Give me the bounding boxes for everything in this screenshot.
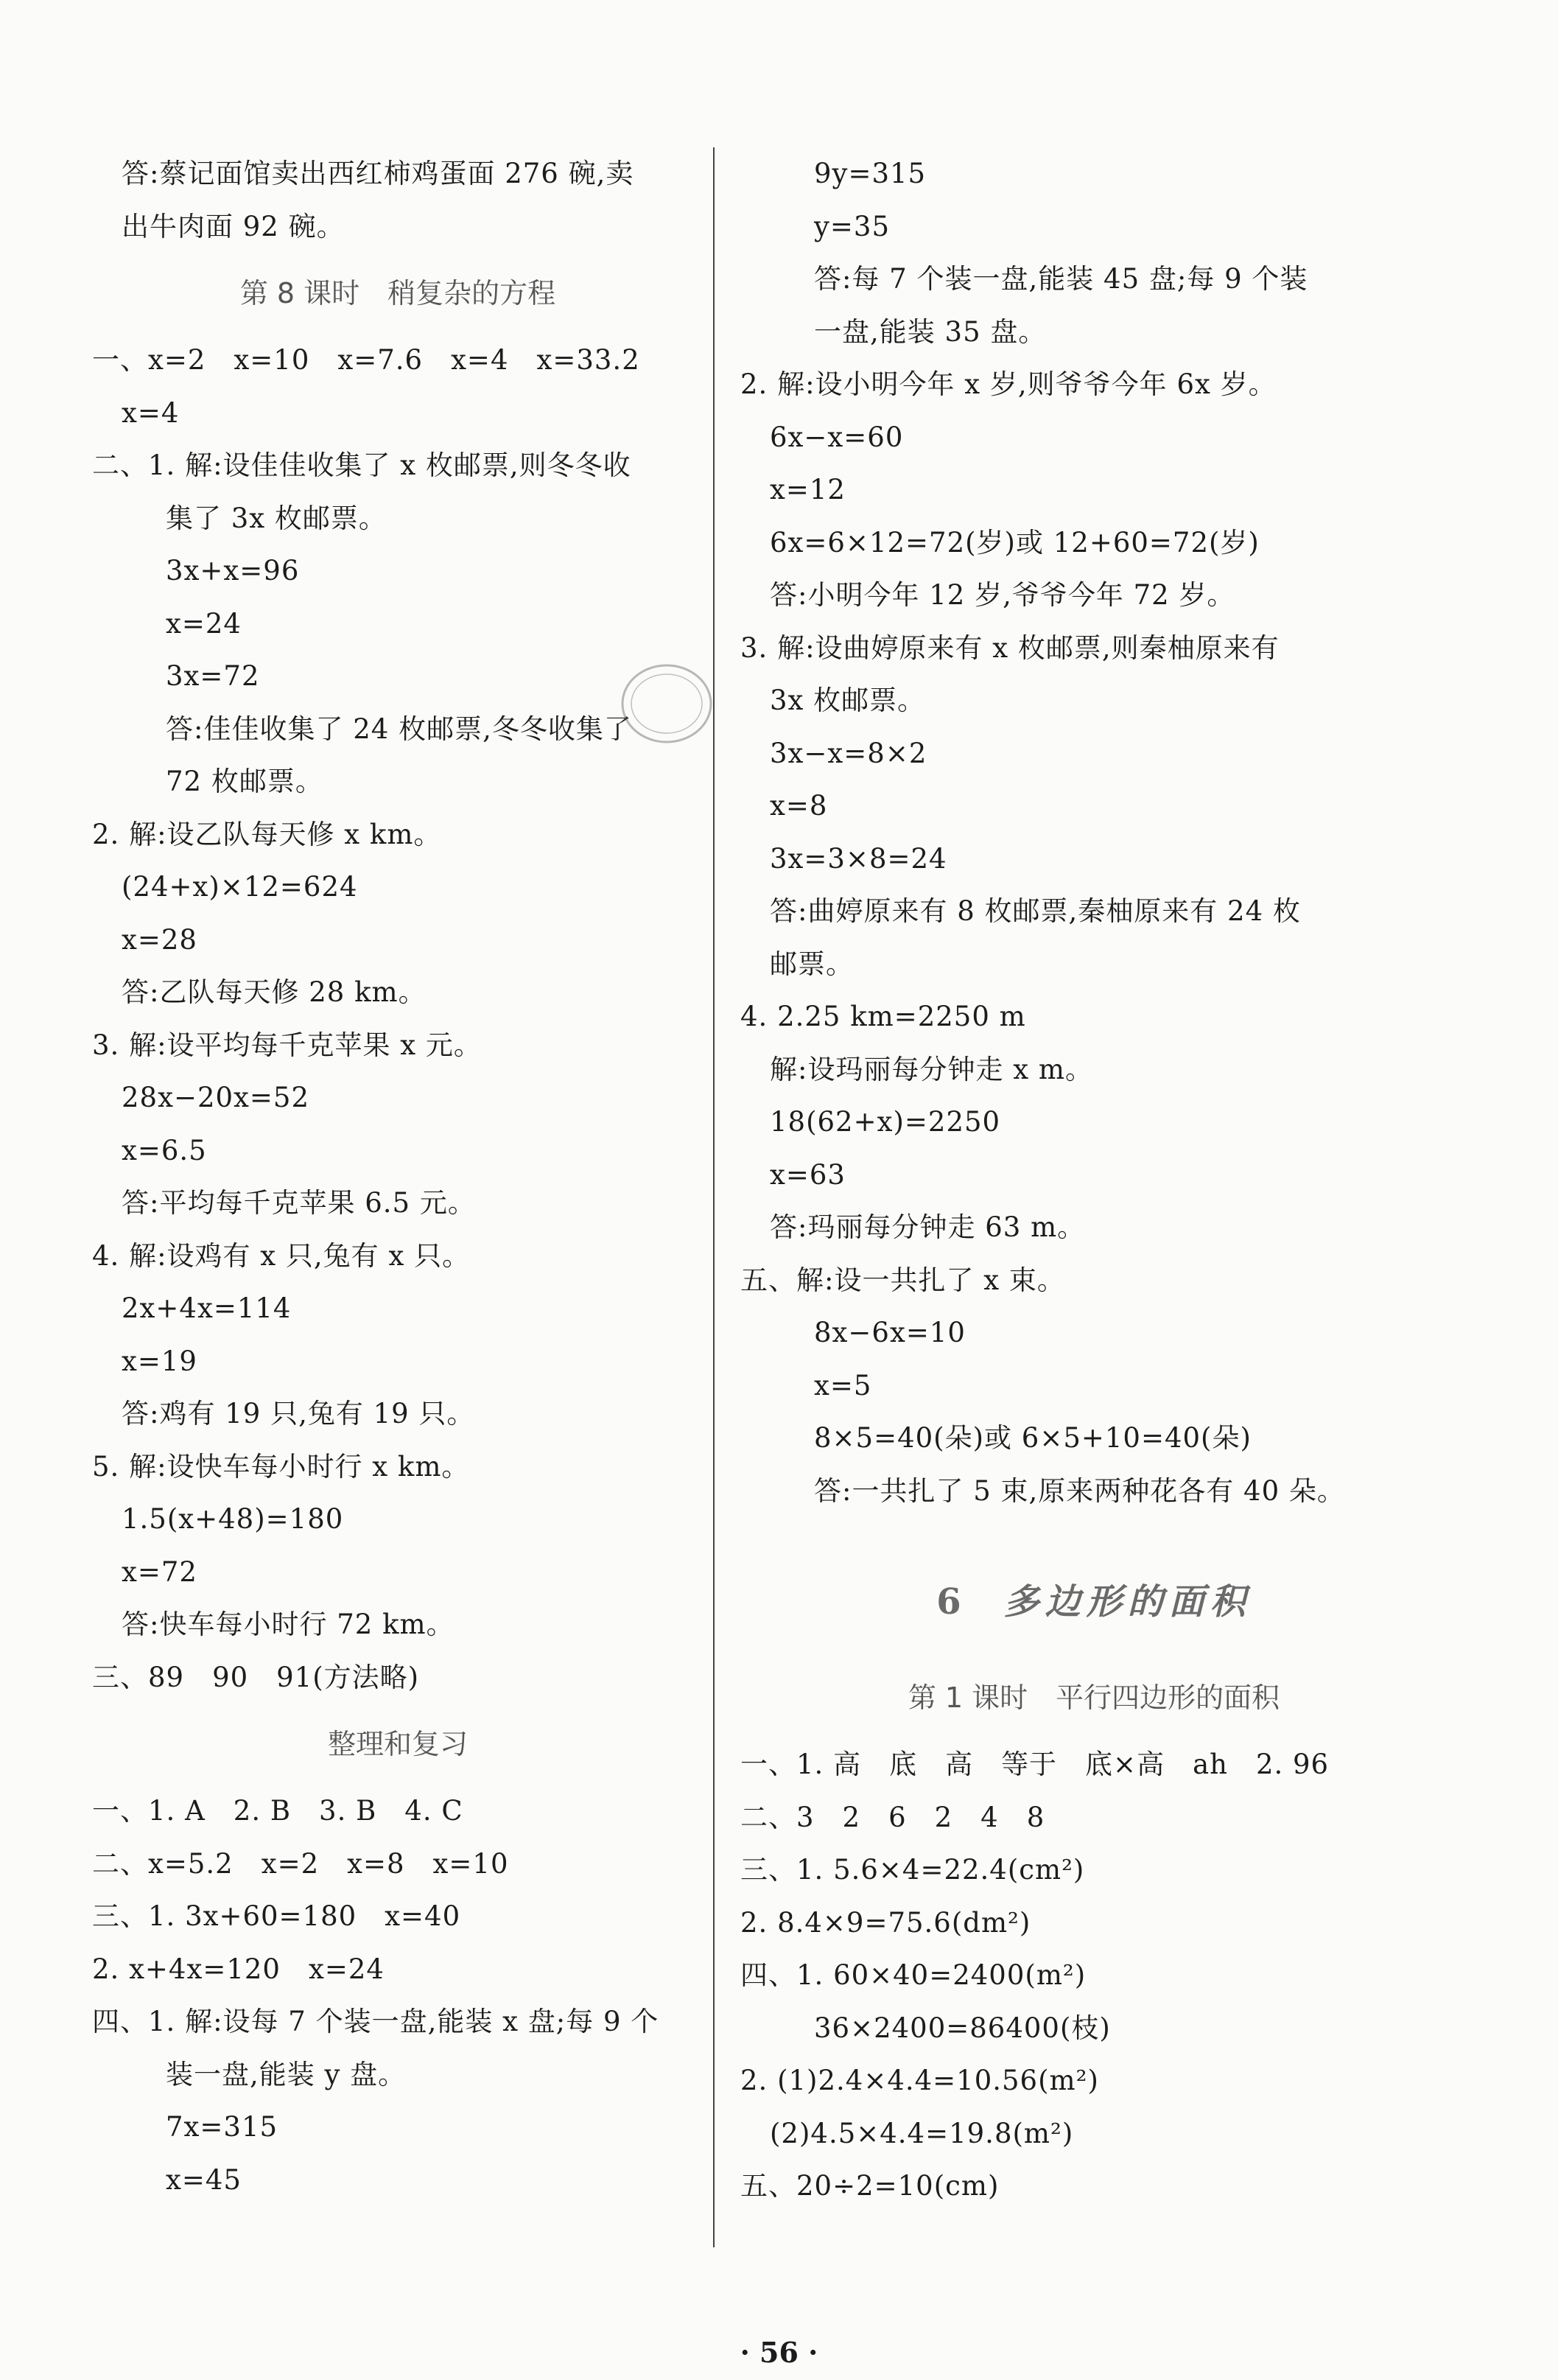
- answer-line: x=6.5: [122, 1134, 207, 1166]
- answer-line: 3. 解:设曲婷原来有 x 枚邮票,则秦柚原来有: [740, 631, 1280, 664]
- answer-line: 邮票。: [770, 948, 854, 980]
- answer-line: 5. 解:设快车每小时行 x km。: [92, 1450, 470, 1483]
- answer-line: 答:曲婷原来有 8 枚邮票,秦柚原来有 24 枚: [770, 895, 1301, 927]
- answer-line: 答:乙队每天修 28 km。: [122, 976, 427, 1008]
- answer-line: 7x=315: [166, 2111, 278, 2143]
- answer-line: 2. (1)2.4×4.4=10.56(m²): [740, 2065, 1099, 2096]
- answer-line: 答:每 7 个装一盘,能装 45 盘;每 9 个装: [814, 263, 1308, 295]
- answer-line: 装一盘,能装 y 盘。: [166, 2058, 407, 2090]
- answer-line: 三、1. 5.6×4=22.4(cm²): [740, 1854, 1085, 1886]
- answer-line: 四、1. 解:设每 7 个装一盘,能装 x 盘;每 9 个: [92, 2006, 659, 2037]
- answer-line: x=63: [770, 1158, 846, 1191]
- answer-line: x=28: [122, 923, 197, 956]
- answer-line: 解:设玛丽每分钟走 x m。: [770, 1053, 1093, 1085]
- answer-line: 18(62+x)=2250: [770, 1106, 1001, 1138]
- column-divider: [713, 147, 715, 2247]
- answer-line: y=35: [814, 210, 890, 242]
- answer-line: 出牛肉面 92 碗。: [122, 210, 345, 242]
- answer-line: 三、1. 3x+60=180 x=40: [92, 1900, 461, 1932]
- answer-line: 四、1. 60×40=2400(m²): [740, 1959, 1087, 1991]
- answer-line: 2x+4x=114: [122, 1292, 292, 1324]
- answer-line: 五、20÷2=10(cm): [740, 2170, 1000, 2202]
- answer-line: 二、1. 解:设佳佳收集了 x 枚邮票,则冬冬收: [92, 449, 631, 481]
- answer-line: 答:平均每千克苹果 6.5 元。: [122, 1187, 476, 1219]
- answer-line: x=19: [122, 1345, 197, 1377]
- answer-line: 答:鸡有 19 只,兔有 19 只。: [122, 1398, 475, 1429]
- answer-line: 三、89 90 91(方法略): [92, 1661, 420, 1693]
- answer-line: 一、1. A 2. B 3. B 4. C: [92, 1795, 463, 1827]
- answer-line: x=4: [122, 396, 180, 429]
- answer-line: x=24: [166, 607, 242, 640]
- answer-line: x=12: [770, 474, 846, 505]
- answer-line: 一盘,能装 35 盘。: [814, 315, 1047, 348]
- section-title: 第 1 课时 平行四边形的面积: [908, 1681, 1280, 1714]
- answer-line: 答:蔡记面馆卖出西红柿鸡蛋面 276 碗,卖: [122, 158, 634, 189]
- answer-line: 3x 枚邮票。: [770, 685, 926, 716]
- answer-line: 3x=72: [166, 660, 260, 692]
- answer-line: 五、解:设一共扎了 x 束。: [740, 1264, 1065, 1296]
- answer-line: 二、3 2 6 2 4 8: [740, 1801, 1045, 1833]
- answer-line: 答:一共扎了 5 束,原来两种花各有 40 朵。: [814, 1474, 1345, 1507]
- left-column: [92, 147, 703, 2206]
- answer-line: 2. 8.4×9=75.6(dm²): [740, 1906, 1031, 1939]
- answer-line: 3x=3×8=24: [770, 842, 947, 875]
- answer-line: 2. x+4x=120 x=24: [92, 1953, 385, 1985]
- answer-line: 二、x=5.2 x=2 x=8 x=10: [92, 1847, 509, 1880]
- answer-line: 3. 解:设平均每千克苹果 x 元。: [92, 1029, 482, 1061]
- answer-line: (24+x)×12=624: [122, 871, 358, 903]
- answer-line: 答:快车每小时行 72 km。: [122, 1609, 455, 1640]
- answer-line: 答:小明今年 12 岁,爷爷今年 72 岁。: [770, 579, 1235, 611]
- answer-line: 答:玛丽每分钟走 63 m。: [770, 1211, 1086, 1243]
- right-answers: [740, 147, 1448, 1517]
- watermark-stamp-icon: [611, 648, 722, 759]
- answer-line: 9y=315: [814, 158, 927, 189]
- answer-line: 3x−x=8×2: [770, 737, 927, 769]
- answer-line: 8×5=40(朵)或 6×5+10=40(朵): [814, 1422, 1252, 1454]
- answer-line: 8x−6x=10: [814, 1317, 966, 1348]
- answer-line: x=72: [122, 1555, 197, 1588]
- unit-name: 多边形的面积: [1003, 1581, 1252, 1623]
- answer-line: 2. 解:设乙队每天修 x km。: [92, 818, 442, 850]
- unit-title: [740, 1547, 1448, 1657]
- answer-line: 6x−x=60: [770, 421, 904, 453]
- unit-number: 6: [936, 1581, 967, 1623]
- answer-line: 一、1. 高 底 高 等于 底×高 ah 2. 96: [740, 1749, 1330, 1780]
- answer-line: 28x−20x=52: [122, 1082, 309, 1113]
- right-column: [740, 147, 1448, 2213]
- answer-line: 集了 3x 枚邮票。: [166, 502, 387, 534]
- answer-line: 1.5(x+48)=180: [122, 1503, 344, 1535]
- answer-line: x=45: [166, 2163, 242, 2196]
- answer-line: 4. 解:设鸡有 x 只,兔有 x 只。: [92, 1239, 471, 1272]
- page-number: · 56 ·: [740, 2336, 818, 2369]
- answer-line: (2)4.5×4.4=19.8(m²): [770, 2117, 1074, 2149]
- answer-line: 2. 解:设小明今年 x 岁,则爷爷今年 6x 岁。: [740, 368, 1277, 400]
- right-answers-unit6: [740, 1657, 1448, 2213]
- answer-line: 72 枚邮票。: [166, 766, 323, 797]
- answer-line: 3x+x=96: [166, 555, 300, 587]
- answer-line: 4. 2.25 km=2250 m: [740, 1001, 1026, 1032]
- answer-line: x=5: [814, 1369, 872, 1401]
- answer-line: 36×2400=86400(枝): [814, 2012, 1111, 2044]
- answer-line: x=8: [770, 790, 828, 822]
- section-title: 第 8 课时 稍复杂的方程: [239, 277, 556, 309]
- answer-line: 答:佳佳收集了 24 枚邮票,冬冬收集了: [166, 713, 632, 745]
- answer-line: 6x=6×12=72(岁)或 12+60=72(岁): [770, 526, 1260, 559]
- answer-line: 一、x=2 x=10 x=7.6 x=4 x=33.2: [92, 344, 640, 376]
- section-title: 整理和复习: [327, 1728, 468, 1760]
